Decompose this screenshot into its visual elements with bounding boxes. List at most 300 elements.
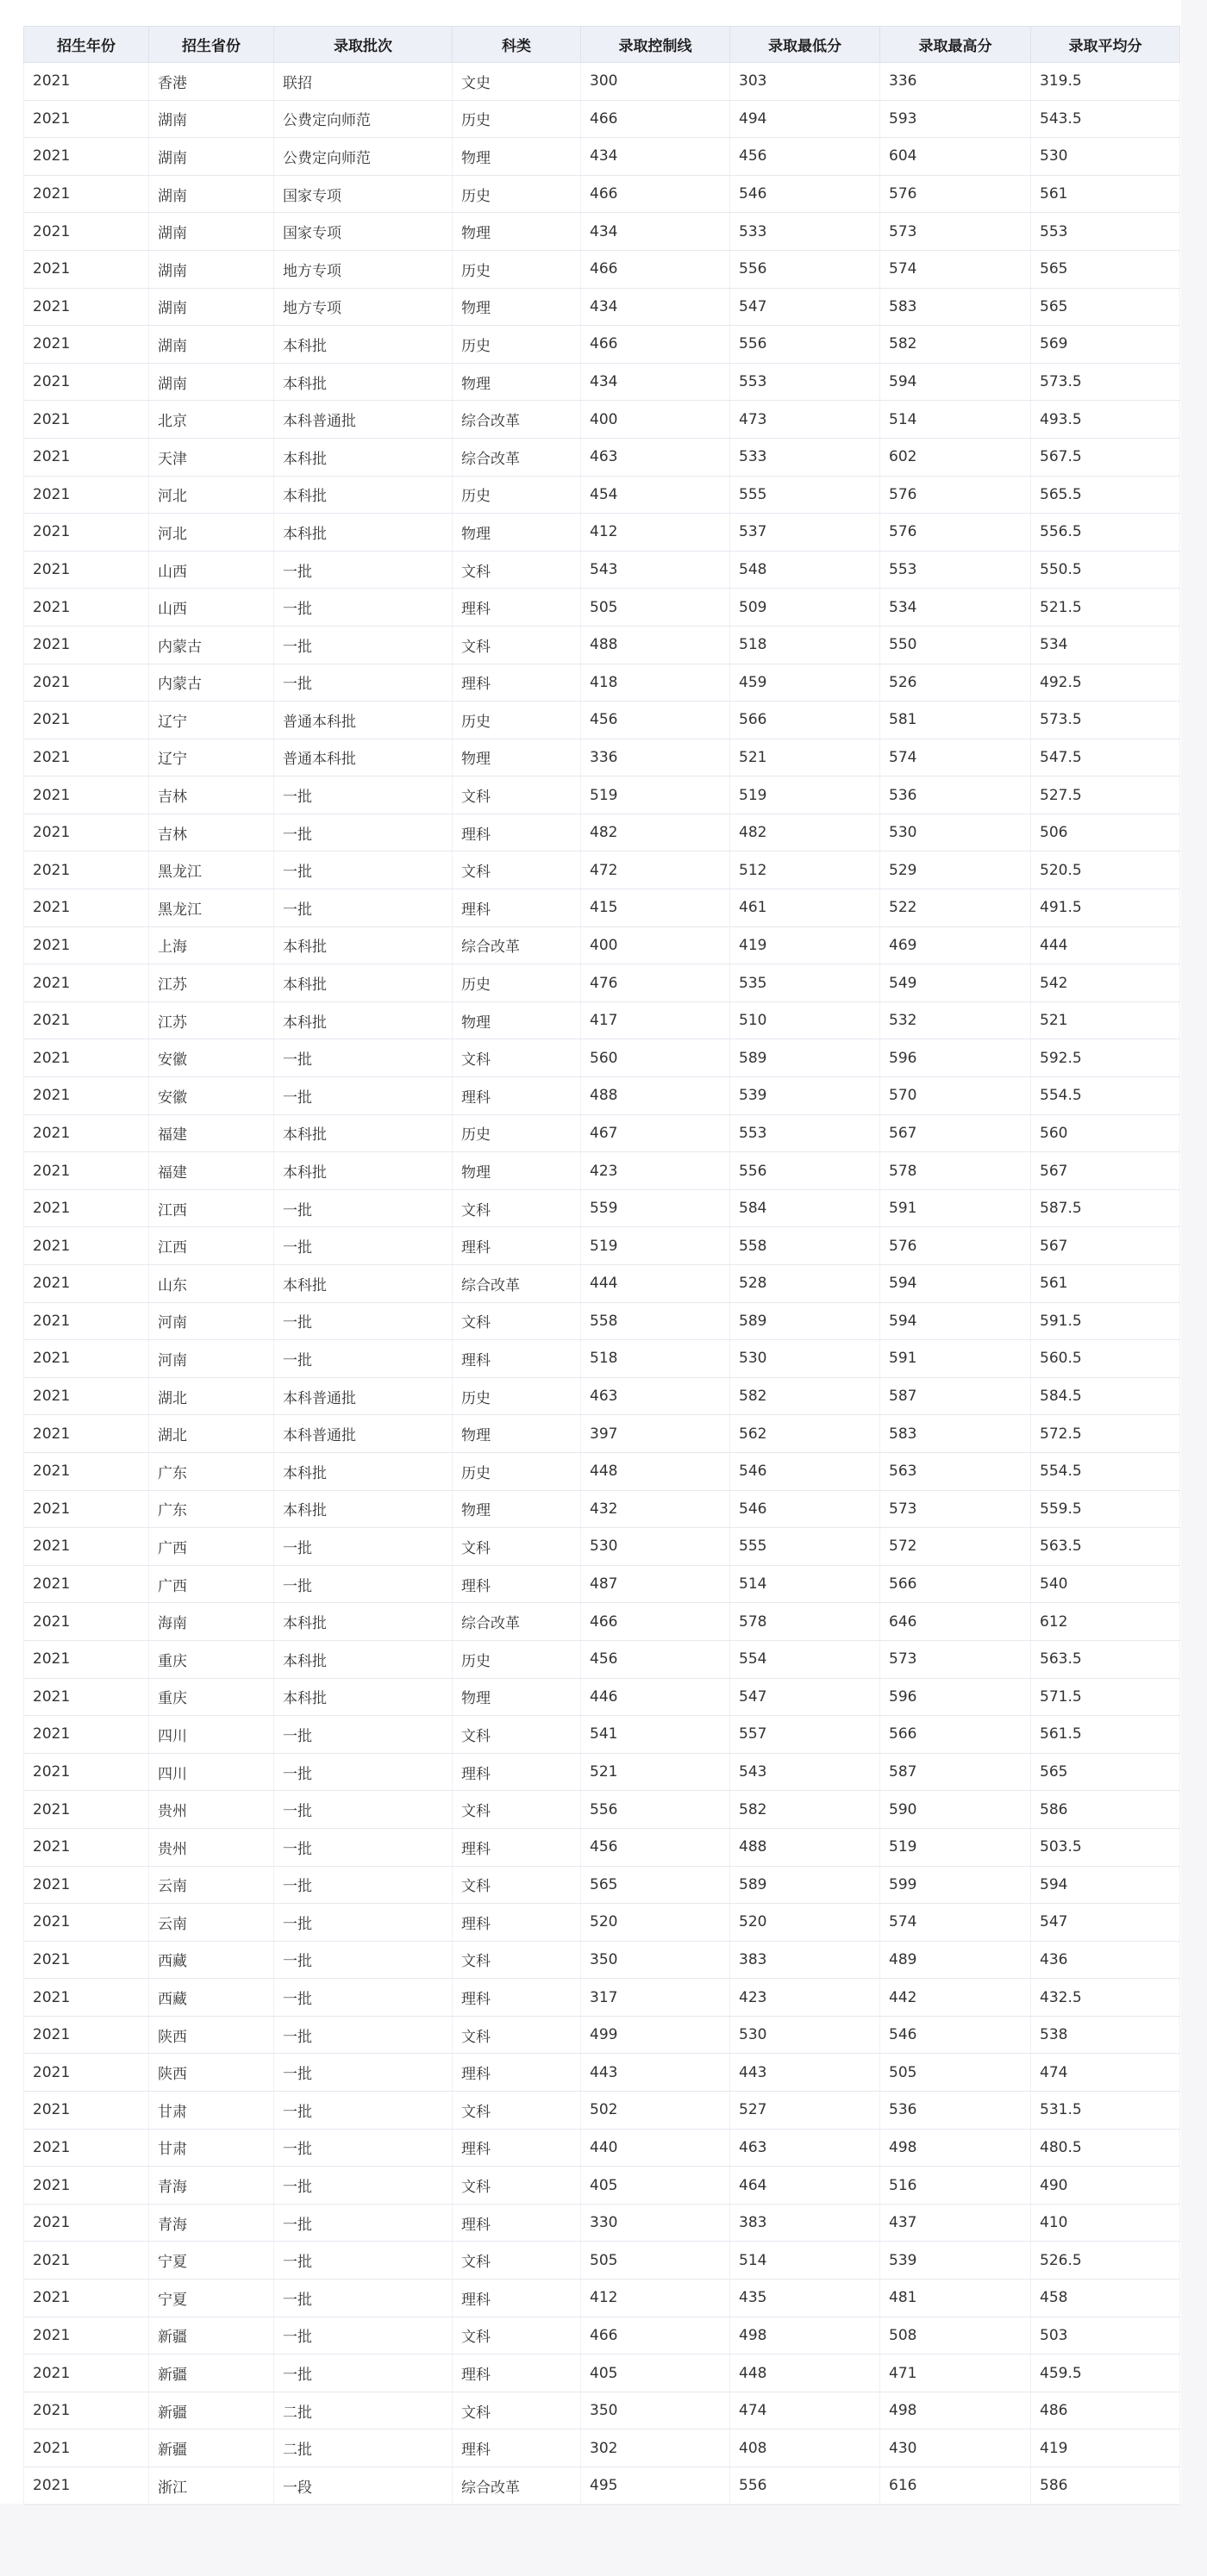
cell-min-score: 539 <box>730 1077 880 1115</box>
cell-subject-category: 历史 <box>453 476 581 514</box>
cell-batch: 一批 <box>274 889 453 927</box>
cell-min-score: 554 <box>730 1640 880 1678</box>
header-min-score: 录取最低分 <box>730 27 880 63</box>
cell-max-score: 430 <box>880 2429 1031 2467</box>
cell-control-line: 467 <box>581 1114 730 1152</box>
cell-year: 2021 <box>24 288 149 326</box>
table-row <box>24 1716 1180 1754</box>
cell-province: 河南 <box>149 1340 274 1378</box>
table-row <box>24 589 1180 627</box>
table-row <box>24 213 1180 251</box>
table-row <box>24 1001 1180 1039</box>
table-row <box>24 1227 1180 1265</box>
cell-avg-score: 565.5 <box>1031 476 1180 514</box>
cell-control-line: 558 <box>581 1302 730 1340</box>
cell-year: 2021 <box>24 2429 149 2467</box>
table-row <box>24 401 1180 439</box>
header-year: 招生年份 <box>24 27 149 63</box>
cell-min-score: 547 <box>730 288 880 326</box>
cell-subject-category: 理科 <box>453 2280 581 2317</box>
cell-avg-score: 563.5 <box>1031 1640 1180 1678</box>
cell-min-score: 556 <box>730 326 880 364</box>
cell-subject-category: 综合改革 <box>453 401 581 439</box>
cell-province: 广东 <box>149 1452 274 1490</box>
cell-subject-category: 理科 <box>453 1077 581 1115</box>
cell-batch: 一批 <box>274 1189 453 1227</box>
cell-province: 湖南 <box>149 250 274 288</box>
cell-year: 2021 <box>24 1640 149 1678</box>
table-row <box>24 1678 1180 1716</box>
cell-avg-score: 531.5 <box>1031 2092 1180 2130</box>
cell-min-score: 537 <box>730 514 880 552</box>
cell-max-score: 573 <box>880 1490 1031 1528</box>
cell-max-score: 593 <box>880 100 1031 138</box>
table-row <box>24 1941 1180 1979</box>
cell-min-score: 514 <box>730 1565 880 1603</box>
cell-subject-category: 理科 <box>453 1979 581 2017</box>
cell-control-line: 423 <box>581 1152 730 1190</box>
cell-max-score: 591 <box>880 1340 1031 1378</box>
cell-max-score: 526 <box>880 664 1031 702</box>
cell-max-score: 576 <box>880 1227 1031 1265</box>
cell-year: 2021 <box>24 138 149 176</box>
cell-avg-score: 543.5 <box>1031 100 1180 138</box>
cell-batch: 二批 <box>274 2429 453 2467</box>
table-row <box>24 2242 1180 2280</box>
cell-batch: 一批 <box>274 1979 453 2017</box>
table-row <box>24 1490 1180 1528</box>
cell-subject-category: 历史 <box>453 175 581 213</box>
cell-batch: 国家专项 <box>274 175 453 213</box>
cell-control-line: 412 <box>581 2280 730 2317</box>
cell-avg-score: 538 <box>1031 2016 1180 2054</box>
cell-max-score: 519 <box>880 1828 1031 1866</box>
cell-avg-score: 492.5 <box>1031 664 1180 702</box>
table-row <box>24 2167 1180 2205</box>
cell-year: 2021 <box>24 1979 149 2017</box>
cell-subject-category: 历史 <box>453 100 581 138</box>
cell-min-score: 474 <box>730 2392 880 2429</box>
cell-avg-score: 584.5 <box>1031 1377 1180 1415</box>
cell-subject-category: 文科 <box>453 1791 581 1829</box>
cell-min-score: 443 <box>730 2054 880 2092</box>
cell-batch: 一批 <box>274 2092 453 2130</box>
cell-year: 2021 <box>24 1039 149 1077</box>
cell-max-score: 550 <box>880 626 1031 664</box>
cell-min-score: 510 <box>730 1001 880 1039</box>
table-row <box>24 777 1180 814</box>
cell-subject-category: 历史 <box>453 250 581 288</box>
cell-avg-score: 459.5 <box>1031 2355 1180 2392</box>
cell-min-score: 589 <box>730 1302 880 1340</box>
cell-max-score: 516 <box>880 2167 1031 2205</box>
cell-batch: 本科批 <box>274 1640 453 1678</box>
cell-max-score: 576 <box>880 175 1031 213</box>
table-row <box>24 851 1180 889</box>
cell-subject-category: 文科 <box>453 626 581 664</box>
cell-control-line: 488 <box>581 1077 730 1115</box>
cell-min-score: 535 <box>730 964 880 1002</box>
cell-max-score: 574 <box>880 1904 1031 1942</box>
cell-batch: 本科批 <box>274 1152 453 1190</box>
table-row <box>24 2429 1180 2467</box>
cell-batch: 本科批 <box>274 1678 453 1716</box>
cell-min-score: 557 <box>730 1716 880 1754</box>
cell-year: 2021 <box>24 1001 149 1039</box>
cell-province: 青海 <box>149 2167 274 2205</box>
cell-max-score: 576 <box>880 476 1031 514</box>
cell-subject-category: 物理 <box>453 1678 581 1716</box>
cell-avg-score: 573.5 <box>1031 702 1180 739</box>
cell-max-score: 489 <box>880 1941 1031 1979</box>
cell-avg-score: 503.5 <box>1031 1828 1180 1866</box>
cell-max-score: 549 <box>880 964 1031 1002</box>
cell-min-score: 582 <box>730 1791 880 1829</box>
cell-min-score: 546 <box>730 1452 880 1490</box>
cell-max-score: 442 <box>880 1979 1031 2017</box>
cell-max-score: 582 <box>880 326 1031 364</box>
cell-province: 安徽 <box>149 1077 274 1115</box>
cell-subject-category: 物理 <box>453 1415 581 1453</box>
cell-subject-category: 历史 <box>453 1114 581 1152</box>
cell-province: 宁夏 <box>149 2280 274 2317</box>
cell-batch: 公费定向师范 <box>274 100 453 138</box>
cell-control-line: 417 <box>581 1001 730 1039</box>
cell-control-line: 415 <box>581 889 730 927</box>
cell-batch: 一批 <box>274 2317 453 2355</box>
cell-subject-category: 文科 <box>453 1039 581 1077</box>
table-row <box>24 1904 1180 1942</box>
cell-province: 江苏 <box>149 1001 274 1039</box>
cell-max-score: 591 <box>880 1189 1031 1227</box>
cell-avg-score: 573.5 <box>1031 363 1180 401</box>
cell-avg-score: 560 <box>1031 1114 1180 1152</box>
cell-min-score: 419 <box>730 926 880 964</box>
cell-province: 宁夏 <box>149 2242 274 2280</box>
cell-control-line: 556 <box>581 1791 730 1829</box>
cell-min-score: 494 <box>730 100 880 138</box>
cell-year: 2021 <box>24 777 149 814</box>
table-row <box>24 2317 1180 2355</box>
cell-province: 四川 <box>149 1753 274 1791</box>
cell-year: 2021 <box>24 1941 149 1979</box>
cell-subject-category: 理科 <box>453 589 581 627</box>
cell-batch: 一批 <box>274 851 453 889</box>
cell-subject-category: 文科 <box>453 1302 581 1340</box>
cell-year: 2021 <box>24 702 149 739</box>
cell-province: 云南 <box>149 1866 274 1904</box>
cell-province: 西藏 <box>149 1941 274 1979</box>
cell-province: 云南 <box>149 1904 274 1942</box>
cell-min-score: 589 <box>730 1866 880 1904</box>
cell-province: 陕西 <box>149 2016 274 2054</box>
cell-min-score: 578 <box>730 1603 880 1641</box>
cell-batch: 一批 <box>274 1340 453 1378</box>
cell-max-score: 563 <box>880 1452 1031 1490</box>
cell-year: 2021 <box>24 664 149 702</box>
cell-max-score: 529 <box>880 851 1031 889</box>
cell-control-line: 330 <box>581 2204 730 2242</box>
table-row <box>24 100 1180 138</box>
cell-year: 2021 <box>24 851 149 889</box>
cell-min-score: 482 <box>730 814 880 851</box>
cell-batch: 一批 <box>274 2054 453 2092</box>
cell-max-score: 599 <box>880 1866 1031 1904</box>
cell-year: 2021 <box>24 889 149 927</box>
cell-avg-score: 491.5 <box>1031 889 1180 927</box>
cell-avg-score: 559.5 <box>1031 1490 1180 1528</box>
table-row <box>24 1039 1180 1077</box>
cell-batch: 本科批 <box>274 476 453 514</box>
cell-batch: 本科普通批 <box>274 1377 453 1415</box>
cell-batch: 一批 <box>274 2355 453 2392</box>
cell-control-line: 530 <box>581 1528 730 1566</box>
cell-subject-category: 理科 <box>453 1227 581 1265</box>
cell-control-line: 454 <box>581 476 730 514</box>
cell-control-line: 488 <box>581 626 730 664</box>
cell-batch: 联招 <box>274 63 453 101</box>
cell-min-score: 562 <box>730 1415 880 1453</box>
cell-province: 新疆 <box>149 2429 274 2467</box>
cell-province: 西藏 <box>149 1979 274 2017</box>
cell-subject-category: 综合改革 <box>453 438 581 476</box>
cell-control-line: 336 <box>581 739 730 777</box>
cell-min-score: 543 <box>730 1753 880 1791</box>
cell-batch: 本科批 <box>274 1603 453 1641</box>
cell-max-score: 567 <box>880 1114 1031 1152</box>
cell-avg-score: 432.5 <box>1031 1979 1180 2017</box>
cell-batch: 一批 <box>274 814 453 851</box>
cell-min-score: 528 <box>730 1265 880 1303</box>
cell-year: 2021 <box>24 2092 149 2130</box>
cell-year: 2021 <box>24 1828 149 1866</box>
cell-province: 吉林 <box>149 777 274 814</box>
cell-province: 青海 <box>149 2204 274 2242</box>
cell-max-score: 573 <box>880 1640 1031 1678</box>
cell-max-score: 532 <box>880 1001 1031 1039</box>
cell-min-score: 519 <box>730 777 880 814</box>
cell-control-line: 400 <box>581 926 730 964</box>
cell-subject-category: 理科 <box>453 1753 581 1791</box>
table-row <box>24 288 1180 326</box>
cell-year: 2021 <box>24 1077 149 1115</box>
cell-max-score: 578 <box>880 1152 1031 1190</box>
cell-min-score: 533 <box>730 438 880 476</box>
cell-max-score: 596 <box>880 1678 1031 1716</box>
cell-max-score: 553 <box>880 551 1031 589</box>
cell-avg-score: 493.5 <box>1031 401 1180 439</box>
cell-province: 内蒙古 <box>149 664 274 702</box>
cell-province: 湖南 <box>149 100 274 138</box>
cell-control-line: 495 <box>581 2467 730 2505</box>
cell-province: 香港 <box>149 63 274 101</box>
header-row <box>24 27 1180 63</box>
cell-subject-category: 文史 <box>453 63 581 101</box>
cell-avg-score: 556.5 <box>1031 514 1180 552</box>
table-row <box>24 1828 1180 1866</box>
cell-max-score: 536 <box>880 777 1031 814</box>
cell-avg-score: 436 <box>1031 1941 1180 1979</box>
cell-province: 新疆 <box>149 2317 274 2355</box>
cell-batch: 本科批 <box>274 964 453 1002</box>
cell-avg-score: 506 <box>1031 814 1180 851</box>
cell-year: 2021 <box>24 2467 149 2505</box>
cell-max-score: 508 <box>880 2317 1031 2355</box>
cell-control-line: 350 <box>581 2392 730 2429</box>
cell-avg-score: 534 <box>1031 626 1180 664</box>
table-row <box>24 1603 1180 1641</box>
cell-max-score: 616 <box>880 2467 1031 2505</box>
cell-subject-category: 文科 <box>453 2317 581 2355</box>
table-row <box>24 2092 1180 2130</box>
cell-min-score: 589 <box>730 1039 880 1077</box>
cell-province: 内蒙古 <box>149 626 274 664</box>
cell-year: 2021 <box>24 1490 149 1528</box>
cell-year: 2021 <box>24 438 149 476</box>
cell-max-score: 437 <box>880 2204 1031 2242</box>
cell-year: 2021 <box>24 63 149 101</box>
cell-province: 广东 <box>149 1490 274 1528</box>
table-header <box>24 27 1180 63</box>
cell-year: 2021 <box>24 100 149 138</box>
cell-avg-score: 567 <box>1031 1152 1180 1190</box>
cell-subject-category: 理科 <box>453 1340 581 1378</box>
cell-province: 山西 <box>149 551 274 589</box>
cell-province: 黑龙江 <box>149 851 274 889</box>
cell-min-score: 435 <box>730 2280 880 2317</box>
cell-subject-category: 理科 <box>453 1904 581 1942</box>
cell-avg-score: 565 <box>1031 288 1180 326</box>
cell-year: 2021 <box>24 1716 149 1754</box>
cell-year: 2021 <box>24 1265 149 1303</box>
cell-control-line: 466 <box>581 250 730 288</box>
cell-batch: 本科批 <box>274 363 453 401</box>
table-row <box>24 2392 1180 2429</box>
cell-control-line: 487 <box>581 1565 730 1603</box>
cell-subject-category: 理科 <box>453 2355 581 2392</box>
table-row <box>24 1640 1180 1678</box>
cell-min-score: 582 <box>730 1377 880 1415</box>
table-row <box>24 1866 1180 1904</box>
cell-max-score: 336 <box>880 63 1031 101</box>
cell-avg-score: 444 <box>1031 926 1180 964</box>
table-row <box>24 2016 1180 2054</box>
cell-control-line: 418 <box>581 664 730 702</box>
cell-max-score: 505 <box>880 2054 1031 2092</box>
cell-batch: 一批 <box>274 1866 453 1904</box>
cell-batch: 一批 <box>274 1565 453 1603</box>
cell-control-line: 463 <box>581 1377 730 1415</box>
cell-min-score: 512 <box>730 851 880 889</box>
table-row <box>24 889 1180 927</box>
cell-avg-score: 503 <box>1031 2317 1180 2355</box>
cell-avg-score: 554.5 <box>1031 1452 1180 1490</box>
cell-province: 浙江 <box>149 2467 274 2505</box>
cell-avg-score: 572.5 <box>1031 1415 1180 1453</box>
table-row <box>24 739 1180 777</box>
cell-avg-score: 587.5 <box>1031 1189 1180 1227</box>
cell-max-score: 471 <box>880 2355 1031 2392</box>
cell-avg-score: 561 <box>1031 175 1180 213</box>
cell-control-line: 476 <box>581 964 730 1002</box>
cell-subject-category: 文科 <box>453 2016 581 2054</box>
cell-avg-score: 563.5 <box>1031 1528 1180 1566</box>
cell-province: 四川 <box>149 1716 274 1754</box>
cell-min-score: 520 <box>730 1904 880 1942</box>
cell-batch: 本科批 <box>274 438 453 476</box>
cell-subject-category: 理科 <box>453 2429 581 2467</box>
cell-batch: 国家专项 <box>274 213 453 251</box>
cell-avg-score: 571.5 <box>1031 1678 1180 1716</box>
cell-year: 2021 <box>24 1340 149 1378</box>
cell-min-score: 558 <box>730 1227 880 1265</box>
cell-subject-category: 物理 <box>453 1490 581 1528</box>
cell-avg-score: 567 <box>1031 1227 1180 1265</box>
cell-subject-category: 物理 <box>453 138 581 176</box>
cell-year: 2021 <box>24 1377 149 1415</box>
cell-max-score: 570 <box>880 1077 1031 1115</box>
table-row <box>24 814 1180 851</box>
cell-avg-score: 561 <box>1031 1265 1180 1303</box>
cell-province: 吉林 <box>149 814 274 851</box>
cell-batch: 普通本科批 <box>274 702 453 739</box>
cell-subject-category: 文科 <box>453 2092 581 2130</box>
cell-avg-score: 586 <box>1031 1791 1180 1829</box>
table-row <box>24 1415 1180 1453</box>
cell-control-line: 560 <box>581 1039 730 1077</box>
cell-max-score: 546 <box>880 2016 1031 2054</box>
cell-max-score: 602 <box>880 438 1031 476</box>
cell-batch: 公费定向师范 <box>274 138 453 176</box>
cell-province: 湖南 <box>149 288 274 326</box>
cell-control-line: 434 <box>581 213 730 251</box>
table-row <box>24 1791 1180 1829</box>
cell-max-score: 576 <box>880 514 1031 552</box>
cell-batch: 一批 <box>274 1302 453 1340</box>
cell-subject-category: 物理 <box>453 1152 581 1190</box>
cell-province: 湖南 <box>149 213 274 251</box>
cell-batch: 本科批 <box>274 1265 453 1303</box>
cell-subject-category: 文科 <box>453 1528 581 1566</box>
cell-subject-category: 理科 <box>453 1828 581 1866</box>
cell-avg-score: 586 <box>1031 2467 1180 2505</box>
cell-year: 2021 <box>24 250 149 288</box>
cell-year: 2021 <box>24 1152 149 1190</box>
cell-control-line: 434 <box>581 288 730 326</box>
table-row <box>24 1452 1180 1490</box>
admission-scores-table <box>23 26 1180 2505</box>
cell-year: 2021 <box>24 1189 149 1227</box>
cell-province: 北京 <box>149 401 274 439</box>
cell-year: 2021 <box>24 1603 149 1641</box>
cell-year: 2021 <box>24 964 149 1002</box>
cell-avg-score: 561.5 <box>1031 1716 1180 1754</box>
cell-batch: 一批 <box>274 551 453 589</box>
cell-avg-score: 547.5 <box>1031 739 1180 777</box>
cell-max-score: 574 <box>880 739 1031 777</box>
cell-min-score: 303 <box>730 63 880 101</box>
cell-control-line: 519 <box>581 1227 730 1265</box>
cell-min-score: 456 <box>730 138 880 176</box>
cell-max-score: 604 <box>880 138 1031 176</box>
cell-year: 2021 <box>24 814 149 851</box>
cell-batch: 一批 <box>274 1528 453 1566</box>
cell-control-line: 466 <box>581 2317 730 2355</box>
cell-subject-category: 理科 <box>453 2129 581 2167</box>
cell-max-score: 534 <box>880 589 1031 627</box>
cell-min-score: 383 <box>730 2204 880 2242</box>
cell-min-score: 546 <box>730 175 880 213</box>
